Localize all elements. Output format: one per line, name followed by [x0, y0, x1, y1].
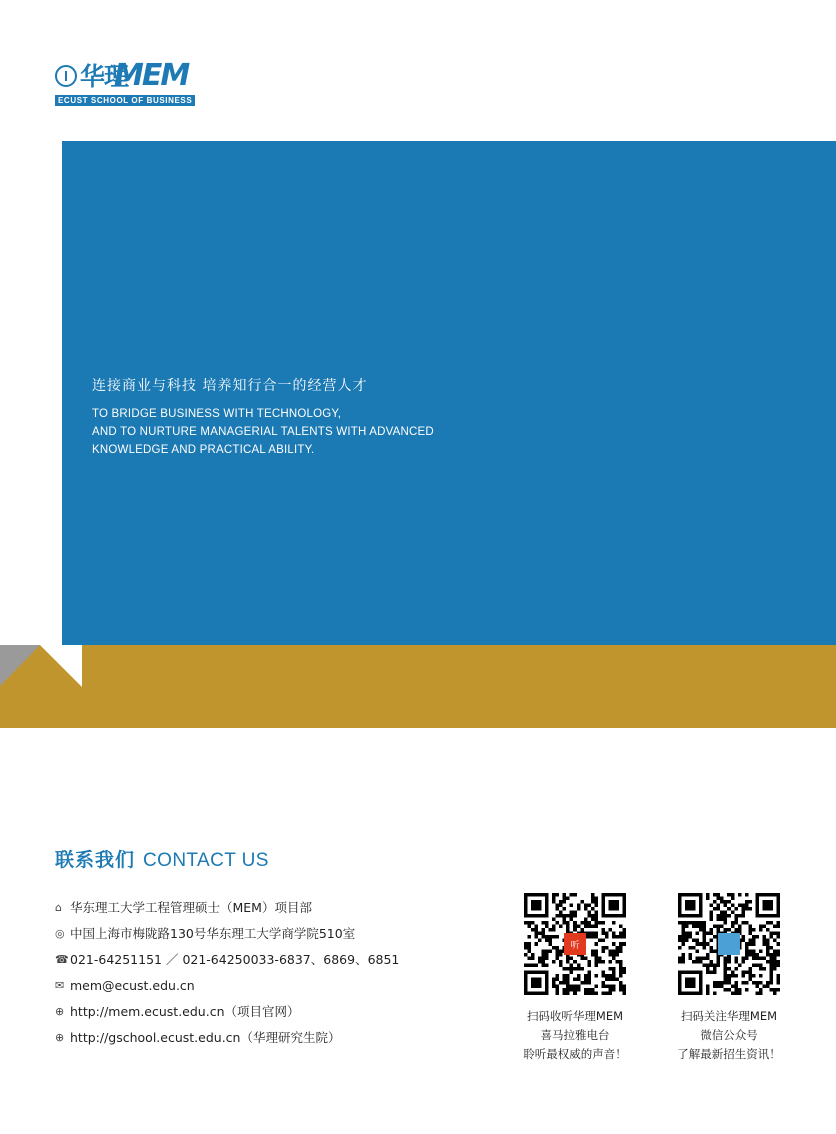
location-pin-icon: ◎ [55, 927, 65, 940]
contact-item-website-gschool[interactable] [55, 1030, 525, 1046]
ecust-mem-logo [55, 54, 205, 106]
contact-item-text[interactable]: http://mem.ecust.edu.cn（项目官网） [70, 1004, 300, 1019]
contact-item-text[interactable]: http://gschool.ecust.edu.cn（华理研究生院） [70, 1030, 341, 1045]
globe-icon: ⊕ [55, 1005, 65, 1018]
wechat-qr-item [674, 893, 784, 1064]
band-white-notch [40, 645, 82, 687]
qr-caption-line2: 喜马拉雅电台 [540, 1028, 610, 1042]
qr-caption-line3: 聆听最权威的声音！ [523, 1047, 627, 1061]
band-grey-triangle [0, 645, 40, 686]
hero-slogan-en-line1: TO BRIDGE BUSINESS WITH TECHNOLOGY, [92, 408, 342, 420]
qr-caption-line1: 扫码收听华理MEM [526, 1009, 624, 1023]
logo-subtitle: ECUST SCHOOL OF BUSINESS [55, 95, 195, 106]
wechat-qr-image[interactable] [678, 893, 780, 995]
logo-wordmark-row [55, 54, 205, 93]
gear-circle-icon [55, 65, 77, 87]
wechat-logo-icon [718, 933, 740, 955]
gold-band [0, 645, 836, 728]
ximalaya-qr-item [520, 893, 630, 1064]
contact-item-text: 021-64251151 ／ 021-64250033-6837、6869、6851 [70, 952, 400, 967]
contact-item-website-program[interactable] [55, 1004, 525, 1020]
contact-heading-en: CONTACT US [143, 850, 269, 871]
globe-icon: ⊕ [55, 1031, 65, 1044]
contact-item-department [55, 900, 525, 916]
building-icon: ⌂ [55, 901, 62, 914]
hero-text-block [92, 375, 434, 459]
ximalaya-qr-image[interactable] [524, 893, 626, 995]
hero-slogan-cn: 连接商业与科技 培养知行合一的经营人才 [92, 378, 368, 394]
qr-caption-line3: 了解最新招生资讯！ [677, 1047, 781, 1061]
contact-heading [55, 845, 795, 872]
ximalaya-logo-icon: 听 [564, 933, 586, 955]
contact-item-text: 中国上海市梅陇路130号华东理工大学商学院510室 [70, 926, 356, 941]
qr-code-group [520, 893, 784, 1064]
contact-item-text[interactable]: mem@ecust.edu.cn [70, 978, 195, 993]
qr-caption-line1: 扫码关注华理MEM [680, 1009, 778, 1023]
logo-mem-text: MEM [114, 58, 189, 93]
contact-item-address [55, 926, 525, 942]
hero-slogan-en-line2: AND TO NURTURE MANAGERIAL TALENTS WITH ADVANCED [92, 426, 434, 438]
logo-cn-text: 华理 [80, 62, 129, 91]
contact-item-text: 华东理工大学工程管理硕士（MEM）项目部 [70, 900, 312, 915]
contact-item-phone [55, 952, 525, 968]
hero-panel [62, 141, 836, 645]
mail-icon: ✉ [55, 979, 65, 992]
phone-icon: ☎ [55, 953, 69, 966]
qr-caption-line2: 微信公众号 [700, 1028, 758, 1042]
contact-list [55, 900, 525, 1046]
contact-item-email[interactable] [55, 978, 525, 994]
contact-heading-cn: 联系我们 [55, 849, 136, 871]
hero-slogan-en-line3: KNOWLEDGE AND PRACTICAL ABILITY. [92, 444, 315, 456]
